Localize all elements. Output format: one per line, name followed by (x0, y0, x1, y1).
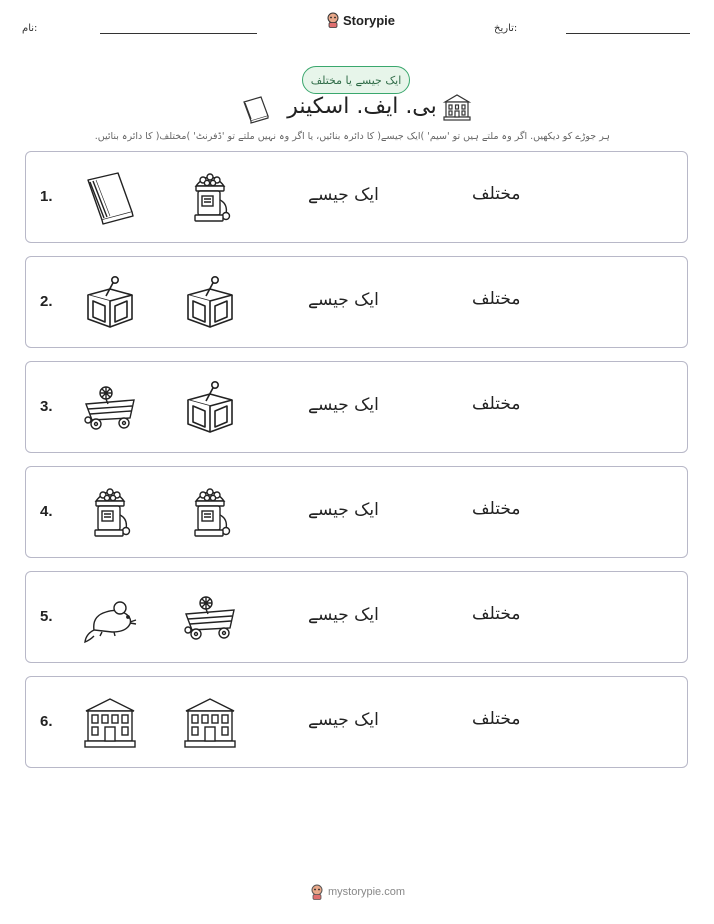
row-number: 2. (40, 293, 53, 310)
date-label: تاریخ: (494, 23, 518, 34)
gumball-machine-icon (182, 170, 238, 226)
pair-row-5 (25, 571, 688, 663)
footer-url: mystorypie.com (328, 886, 406, 898)
storypie-mascot-icon (326, 12, 340, 28)
book-icon (241, 94, 271, 124)
pair-row-3 (25, 361, 688, 453)
lever-box-icon (182, 380, 238, 436)
option-same[interactable]: ایک جیسے (308, 395, 379, 415)
row-number: 6. (40, 713, 53, 730)
pair-row-2 (25, 256, 688, 348)
gumball-machine-icon (82, 485, 138, 541)
option-same[interactable]: ایک جیسے (308, 290, 379, 310)
book-icon (82, 170, 138, 226)
storypie-mascot-icon (310, 884, 324, 900)
pair-row-6 (25, 676, 688, 768)
option-different[interactable]: مختلف (472, 604, 521, 624)
pair-row-4 (25, 466, 688, 558)
mouse-icon (82, 590, 138, 646)
brand-logo (326, 12, 395, 28)
date-line[interactable] (566, 33, 690, 34)
option-different[interactable]: مختلف (472, 709, 521, 729)
gumball-machine-icon (182, 485, 238, 541)
wagon-icon (182, 590, 238, 646)
name-label: نام: (22, 23, 38, 34)
option-same[interactable]: ایک جیسے (308, 500, 379, 520)
row-number: 5. (40, 608, 53, 625)
building-icon (82, 695, 138, 751)
wagon-icon (82, 380, 138, 436)
page-title: بی. ایف. اسکینر (287, 94, 437, 119)
option-same[interactable]: ایک جیسے (308, 185, 379, 205)
option-different[interactable]: مختلف (472, 289, 521, 309)
pair-row-1 (25, 151, 688, 243)
option-different[interactable]: مختلف (472, 394, 521, 414)
option-different[interactable]: مختلف (472, 499, 521, 519)
row-number: 4. (40, 503, 53, 520)
option-same[interactable]: ایک جیسے (308, 605, 379, 625)
lever-box-icon (182, 275, 238, 331)
brand-name: Storypie (343, 12, 396, 28)
building-icon (182, 695, 238, 751)
worksheet-type-badge: ایک جیسے یا مختلف (302, 66, 410, 94)
option-different[interactable]: مختلف (472, 184, 521, 204)
option-same[interactable]: ایک جیسے (308, 710, 379, 730)
name-line[interactable] (100, 33, 257, 34)
lever-box-icon (82, 275, 138, 331)
row-number: 3. (40, 398, 53, 415)
instructions-text: ہر جوڑے کو دیکھیں. اگر وہ ملتے ہیں تو 'سیم' )ایک جیسے( کا دائرہ بنائیں، یا اگر وہ نہیں ملتے تو 'ڈفرنٹ' )مختلف( کا دائرہ بنائیں. (94, 131, 610, 142)
footer (310, 884, 405, 900)
row-number: 1. (40, 188, 53, 205)
building-icon (442, 92, 472, 122)
